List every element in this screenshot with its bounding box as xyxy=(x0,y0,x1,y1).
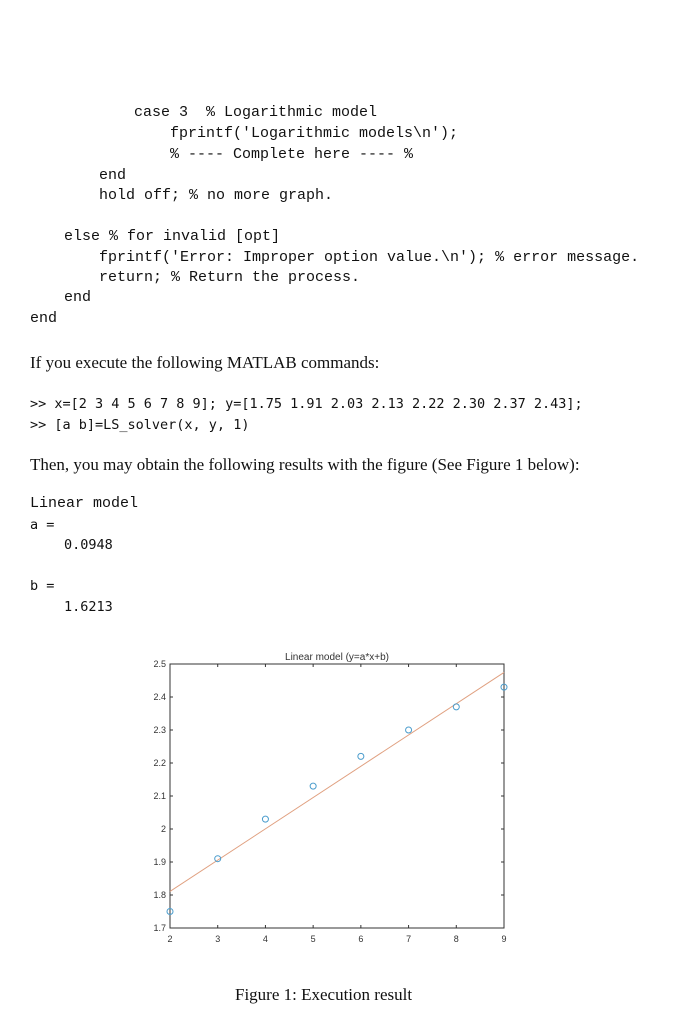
output-b-value: 1.6213 xyxy=(64,599,113,615)
plot-area xyxy=(170,664,504,928)
code-line: fprintf('Error: Improper option value.\n'); % error message. xyxy=(99,249,640,266)
y-tick-label: 2 xyxy=(160,824,166,834)
y-tick-label: 2.1 xyxy=(153,791,166,801)
code-line: else % for invalid [opt] xyxy=(64,228,281,245)
code-line: end xyxy=(99,167,127,184)
code-line: fprintf('Logarithmic models\n'); xyxy=(170,125,459,142)
x-tick-label: 9 xyxy=(501,934,507,944)
code-line: % ---- Complete here ---- % xyxy=(170,146,414,163)
result-intro-text: Then, you may obtain the following results with the figure (See Figure 1 below): xyxy=(30,455,580,474)
code-line: end xyxy=(64,289,92,306)
x-tick-label: 8 xyxy=(453,934,459,944)
x-tick-label: 4 xyxy=(262,934,268,944)
code-line: case 3 % Logarithmic model xyxy=(134,104,378,121)
command-line: >> [a b]=LS_solver(x, y, 1) xyxy=(30,417,250,433)
y-tick-label: 1.9 xyxy=(153,857,166,867)
x-tick-label: 6 xyxy=(358,934,364,944)
code-line: end xyxy=(30,310,58,327)
figure-caption: Figure 1: Execution result xyxy=(235,985,413,1004)
output-a-label: a = xyxy=(30,517,55,533)
y-tick-label: 1.7 xyxy=(153,923,166,933)
command-line: >> x=[2 3 4 5 6 7 8 9]; y=[1.75 1.91 2.03 2.13 2.22 2.30 2.37 2.43]; xyxy=(30,396,583,412)
chart-title: Linear model (y=a*x+b) xyxy=(285,652,389,663)
linear-model-chart xyxy=(120,640,540,960)
code-line: return; % Return the process. xyxy=(99,269,361,286)
y-tick-label: 1.8 xyxy=(153,890,166,900)
y-tick-label: 2.2 xyxy=(153,758,166,768)
y-tick-label: 2.3 xyxy=(153,725,166,735)
x-tick-label: 7 xyxy=(406,934,412,944)
x-tick-label: 2 xyxy=(167,934,173,944)
y-tick-label: 2.5 xyxy=(153,659,166,669)
output-b-label: b = xyxy=(30,578,55,594)
intro-text: If you execute the following MATLAB commands: xyxy=(30,353,380,372)
output-a-value: 0.0948 xyxy=(64,537,113,553)
code-line: hold off; % no more graph. xyxy=(99,187,334,204)
output-model: Linear model xyxy=(30,495,139,512)
x-tick-label: 5 xyxy=(310,934,316,944)
x-tick-label: 3 xyxy=(215,934,221,944)
y-tick-label: 2.4 xyxy=(153,692,166,702)
